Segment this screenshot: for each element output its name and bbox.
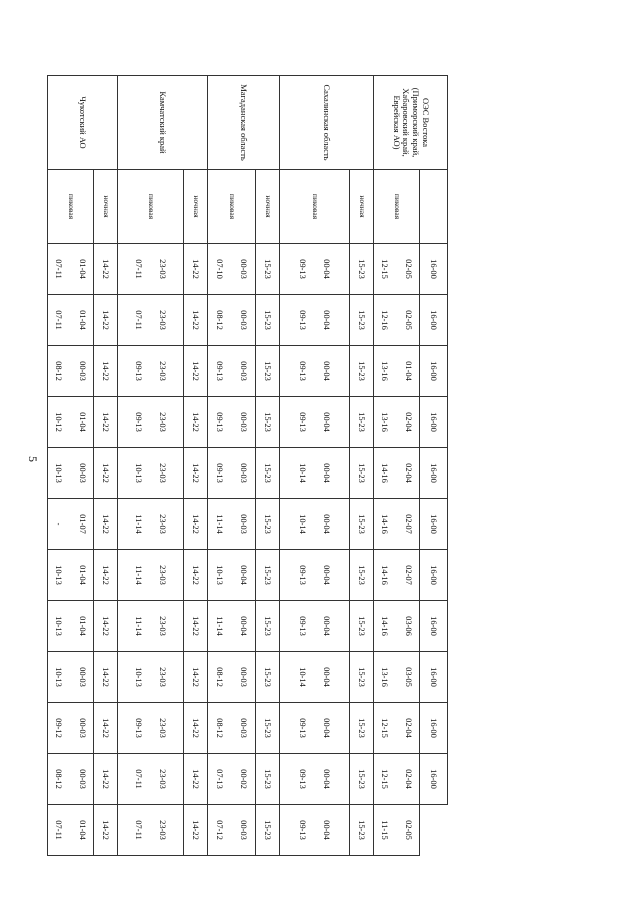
hours-cell bbox=[48, 754, 94, 805]
hours-cell bbox=[48, 448, 94, 499]
hours-cell bbox=[118, 550, 184, 601]
hours-interval: 23-03 bbox=[158, 718, 169, 738]
hours-interval: 07-11 bbox=[134, 769, 145, 789]
hours-cell bbox=[374, 754, 420, 805]
hours-cell bbox=[208, 652, 256, 703]
hours-interval: 00-04 bbox=[322, 259, 333, 279]
hours-interval: 00-03 bbox=[239, 361, 250, 381]
hours-cell: 15-23 bbox=[256, 244, 280, 295]
zone-cell: ночная bbox=[256, 170, 280, 244]
hours-interval: 07-10 bbox=[215, 259, 226, 279]
hours-interval: 00-04 bbox=[239, 565, 250, 585]
hours-cell bbox=[280, 703, 350, 754]
hours-interval: 09-13 bbox=[215, 361, 226, 381]
hours-interval: 14-16 bbox=[380, 565, 391, 585]
hours-interval: 09-13 bbox=[298, 718, 309, 738]
table-row bbox=[280, 76, 350, 856]
hours-cell: 16-00 bbox=[420, 499, 448, 550]
hours-cell bbox=[48, 703, 94, 754]
hours-interval: 07-11 bbox=[134, 820, 145, 840]
hours-cell: 14-22 bbox=[94, 703, 118, 754]
hours-cell: 15-23 bbox=[350, 244, 374, 295]
hours-interval: 09-13 bbox=[298, 820, 309, 840]
hours-interval: 11-14 bbox=[134, 616, 145, 636]
hours-cell bbox=[208, 703, 256, 754]
hours-cell bbox=[48, 652, 94, 703]
hours-interval: 00-04 bbox=[322, 514, 333, 534]
hours-cell bbox=[374, 244, 420, 295]
hours-interval: 07-11 bbox=[54, 820, 65, 840]
hours-interval: 02-05 bbox=[404, 310, 415, 330]
hours-cell: 15-23 bbox=[256, 754, 280, 805]
hours-interval: 23-03 bbox=[158, 616, 169, 636]
hours-cell bbox=[280, 397, 350, 448]
hours-cell: 14-22 bbox=[94, 448, 118, 499]
hours-cell: 14-22 bbox=[184, 601, 208, 652]
hours-interval: 07-11 bbox=[134, 310, 145, 330]
hours-cell bbox=[118, 295, 184, 346]
table-row bbox=[256, 76, 280, 856]
hours-interval: 10-14 bbox=[298, 514, 309, 534]
hours-cell: 15-23 bbox=[256, 346, 280, 397]
hours-interval: 09-13 bbox=[134, 718, 145, 738]
hours-cell bbox=[208, 346, 256, 397]
hours-interval: 01-07 bbox=[78, 514, 89, 534]
hours-interval: 09-13 bbox=[298, 259, 309, 279]
hours-interval: 12-16 bbox=[380, 310, 391, 330]
hours-interval: 02-04 bbox=[404, 463, 415, 483]
hours-cell bbox=[374, 448, 420, 499]
hours-cell: 16-00 bbox=[420, 448, 448, 499]
hours-interval: 00-03 bbox=[239, 514, 250, 534]
hours-interval: 07-13 bbox=[215, 769, 226, 789]
hours-interval: 09-13 bbox=[134, 412, 145, 432]
hours-cell: 16-00 bbox=[420, 754, 448, 805]
region-cell: ОЭС Востока (Приморский край, Хабаровский край, Еврейская АО) bbox=[374, 76, 448, 170]
hours-interval: 02-07 bbox=[404, 514, 415, 534]
hours-cell bbox=[118, 397, 184, 448]
hours-cell bbox=[280, 244, 350, 295]
hours-interval: 09-13 bbox=[298, 616, 309, 636]
hours-cell: 14-22 bbox=[184, 346, 208, 397]
hours-interval: 12-15 bbox=[380, 769, 391, 789]
hours-cell bbox=[118, 652, 184, 703]
hours-interval: 00-03 bbox=[239, 820, 250, 840]
hours-cell bbox=[118, 754, 184, 805]
hours-interval: 12-15 bbox=[380, 259, 391, 279]
hours-cell: 15-23 bbox=[350, 346, 374, 397]
hours-interval: 14-16 bbox=[380, 616, 391, 636]
table-row bbox=[208, 76, 256, 856]
hours-cell bbox=[48, 805, 94, 856]
hours-interval: 00-03 bbox=[78, 718, 89, 738]
hours-cell: 15-23 bbox=[256, 652, 280, 703]
hours-cell: 15-23 bbox=[256, 703, 280, 754]
region-cell: Сахалинская область bbox=[280, 76, 374, 170]
hours-interval: 07-11 bbox=[134, 259, 145, 279]
table-row bbox=[350, 76, 374, 856]
hours-interval: 00-04 bbox=[322, 769, 333, 789]
hours-interval: 01-04 bbox=[78, 310, 89, 330]
hours-cell: 15-23 bbox=[256, 448, 280, 499]
hours-cell: 14-22 bbox=[184, 448, 208, 499]
hours-interval: 23-03 bbox=[158, 514, 169, 534]
hours-interval: 00-04 bbox=[322, 412, 333, 432]
hours-interval: 08-12 bbox=[215, 310, 226, 330]
hours-cell bbox=[208, 499, 256, 550]
hours-interval: 09-13 bbox=[298, 565, 309, 585]
hours-cell: 16-00 bbox=[420, 550, 448, 601]
hours-cell: 16-00 bbox=[420, 295, 448, 346]
hours-interval: 01-04 bbox=[78, 820, 89, 840]
hours-cell: 15-23 bbox=[350, 703, 374, 754]
hours-cell: 15-23 bbox=[256, 550, 280, 601]
hours-interval: 00-03 bbox=[239, 259, 250, 279]
hours-interval: 02-05 bbox=[404, 259, 415, 279]
hours-cell: 15-23 bbox=[350, 805, 374, 856]
hours-cell: 15-23 bbox=[256, 397, 280, 448]
region-cell: Чукотский АО bbox=[48, 76, 118, 170]
hours-interval: 09-13 bbox=[298, 361, 309, 381]
hours-cell: 14-22 bbox=[94, 652, 118, 703]
hours-interval: 00-04 bbox=[239, 616, 250, 636]
hours-cell bbox=[208, 448, 256, 499]
zone-cell: пиковая bbox=[208, 170, 256, 244]
hours-cell: 14-22 bbox=[184, 652, 208, 703]
hours-interval: 00-03 bbox=[239, 667, 250, 687]
hours-interval: 13-16 bbox=[380, 361, 391, 381]
hours-interval: 00-03 bbox=[78, 361, 89, 381]
hours-cell: 15-23 bbox=[350, 601, 374, 652]
hours-interval: 09-13 bbox=[215, 463, 226, 483]
table-row bbox=[48, 76, 94, 856]
hours-cell bbox=[280, 550, 350, 601]
hours-cell bbox=[118, 244, 184, 295]
zone-cell: ночная bbox=[94, 170, 118, 244]
hours-interval: 00-04 bbox=[322, 463, 333, 483]
hours-interval: 11-15 bbox=[380, 820, 391, 840]
hours-interval: 11-14 bbox=[215, 616, 226, 636]
hours-interval: 00-03 bbox=[239, 412, 250, 432]
hours-cell bbox=[48, 346, 94, 397]
hours-interval: 23-03 bbox=[158, 463, 169, 483]
hours-cell: 14-22 bbox=[94, 805, 118, 856]
zone-cell bbox=[420, 170, 448, 244]
table-row bbox=[374, 76, 420, 856]
hours-interval: 07-12 bbox=[215, 820, 226, 840]
hours-interval: 00-04 bbox=[322, 820, 333, 840]
hours-cell bbox=[48, 295, 94, 346]
table-body bbox=[48, 76, 448, 856]
hours-cell: 14-22 bbox=[184, 244, 208, 295]
hours-cell: 14-22 bbox=[184, 499, 208, 550]
hours-interval: 02-04 bbox=[404, 769, 415, 789]
hours-interval: 13-16 bbox=[380, 412, 391, 432]
hours-interval: 00-04 bbox=[322, 616, 333, 636]
hours-cell: 15-23 bbox=[350, 499, 374, 550]
hours-cell: 15-23 bbox=[256, 295, 280, 346]
hours-interval: 11-14 bbox=[134, 565, 145, 585]
hours-cell bbox=[208, 244, 256, 295]
hours-cell bbox=[280, 805, 350, 856]
hours-interval: 14-16 bbox=[380, 463, 391, 483]
hours-cell: 14-22 bbox=[94, 499, 118, 550]
hours-cell bbox=[208, 805, 256, 856]
hours-interval: 13-16 bbox=[380, 667, 391, 687]
hours-interval: 09-13 bbox=[134, 361, 145, 381]
hours-cell bbox=[374, 601, 420, 652]
hours-cell bbox=[374, 499, 420, 550]
hours-interval: 07-11 bbox=[54, 259, 65, 279]
hours-cell: 14-22 bbox=[94, 397, 118, 448]
hours-cell: 16-00 bbox=[420, 652, 448, 703]
hours-cell bbox=[48, 397, 94, 448]
hours-cell bbox=[118, 703, 184, 754]
hours-interval: 03-05 bbox=[404, 667, 415, 687]
hours-cell bbox=[280, 754, 350, 805]
hours-cell: 16-00 bbox=[420, 703, 448, 754]
hours-cell: 16-00 bbox=[420, 346, 448, 397]
hours-cell: 14-22 bbox=[94, 244, 118, 295]
hours-interval: 00-04 bbox=[322, 565, 333, 585]
hours-interval: 01-04 bbox=[404, 361, 415, 381]
hours-interval: 00-04 bbox=[322, 667, 333, 687]
hours-interval: 11-14 bbox=[215, 514, 226, 534]
hours-cell bbox=[118, 601, 184, 652]
table-row bbox=[118, 76, 184, 856]
hours-interval: 00-04 bbox=[322, 361, 333, 381]
hours-cell: 15-23 bbox=[350, 754, 374, 805]
hours-cell bbox=[118, 499, 184, 550]
hours-interval: 01-04 bbox=[78, 259, 89, 279]
hours-interval: 09-13 bbox=[298, 769, 309, 789]
hours-cell: 14-22 bbox=[184, 295, 208, 346]
hours-cell: 15-23 bbox=[350, 448, 374, 499]
hours-cell bbox=[374, 397, 420, 448]
hours-interval: 08-12 bbox=[54, 361, 65, 381]
hours-cell bbox=[280, 295, 350, 346]
hours-cell bbox=[48, 601, 94, 652]
hours-cell: 15-23 bbox=[350, 652, 374, 703]
hours-cell: 15-23 bbox=[256, 601, 280, 652]
zone-cell: ночная bbox=[350, 170, 374, 244]
hours-interval: 10-14 bbox=[298, 463, 309, 483]
hours-interval: 10-13 bbox=[54, 565, 65, 585]
hours-cell: 14-22 bbox=[184, 805, 208, 856]
hours-interval: 23-03 bbox=[158, 361, 169, 381]
hours-interval: 07-11 bbox=[54, 310, 65, 330]
hours-interval: 23-03 bbox=[158, 565, 169, 585]
hours-interval: 00-03 bbox=[239, 718, 250, 738]
hours-interval: 10-13 bbox=[134, 667, 145, 687]
hours-cell: 15-23 bbox=[256, 805, 280, 856]
hours-interval: 08-12 bbox=[54, 769, 65, 789]
hours-cell bbox=[48, 244, 94, 295]
hours-interval: 00-02 bbox=[239, 769, 250, 789]
rotated-table-container bbox=[54, 75, 448, 855]
hours-cell bbox=[208, 601, 256, 652]
region-cell: Камчатский край bbox=[118, 76, 208, 170]
hours-cell: 16-00 bbox=[420, 601, 448, 652]
zone-cell: пиковая bbox=[374, 170, 420, 244]
hours-interval: 10-13 bbox=[54, 616, 65, 636]
hours-interval: 00-03 bbox=[78, 769, 89, 789]
hours-cell: 15-23 bbox=[350, 295, 374, 346]
hours-cell bbox=[374, 550, 420, 601]
hours-interval: 00-03 bbox=[78, 463, 89, 483]
hours-cell: 15-23 bbox=[350, 397, 374, 448]
hours-interval: 10-14 bbox=[298, 667, 309, 687]
hours-interval: 23-03 bbox=[158, 667, 169, 687]
hours-cell bbox=[374, 652, 420, 703]
hours-cell: 14-22 bbox=[184, 550, 208, 601]
hours-cell: 14-22 bbox=[94, 754, 118, 805]
hours-cell bbox=[374, 295, 420, 346]
hours-cell bbox=[118, 346, 184, 397]
hours-interval: 02-05 bbox=[404, 820, 415, 840]
hours-interval: 12-15 bbox=[380, 718, 391, 738]
table-row bbox=[184, 76, 208, 856]
hours-interval: 10-13 bbox=[54, 463, 65, 483]
hours-interval: 23-03 bbox=[158, 412, 169, 432]
hours-cell: 14-22 bbox=[94, 601, 118, 652]
hours-interval: 00-04 bbox=[322, 718, 333, 738]
hours-cell: 14-22 bbox=[94, 346, 118, 397]
zone-cell: пиковая bbox=[48, 170, 94, 244]
hours-cell bbox=[280, 499, 350, 550]
hours-cell bbox=[208, 754, 256, 805]
hours-cell bbox=[208, 397, 256, 448]
hours-interval: 11-14 bbox=[134, 514, 145, 534]
table-row bbox=[94, 76, 118, 856]
hours-interval: 02-04 bbox=[404, 718, 415, 738]
hours-interval: 01-04 bbox=[78, 412, 89, 432]
hours-interval: 02-04 bbox=[404, 412, 415, 432]
hours-cell bbox=[374, 346, 420, 397]
hours-cell: 14-22 bbox=[94, 295, 118, 346]
hours-interval: 08-12 bbox=[215, 718, 226, 738]
hours-interval: 00-03 bbox=[239, 310, 250, 330]
hours-interval: 10-13 bbox=[54, 667, 65, 687]
hours-cell: 14-22 bbox=[184, 754, 208, 805]
page-number: 5 bbox=[26, 456, 40, 462]
hours-interval: 01-04 bbox=[78, 565, 89, 585]
hours-interval: 09-13 bbox=[298, 412, 309, 432]
hours-cell bbox=[280, 346, 350, 397]
hours-interval: 09-12 bbox=[54, 718, 65, 738]
hours-interval: 02-07 bbox=[404, 565, 415, 585]
hours-cell bbox=[280, 652, 350, 703]
hours-interval: 01-04 bbox=[78, 616, 89, 636]
hours-interval: 14-16 bbox=[380, 514, 391, 534]
hours-interval: 10-13 bbox=[215, 565, 226, 585]
hours-cell: 14-22 bbox=[184, 397, 208, 448]
hours-interval: 09-13 bbox=[215, 412, 226, 432]
hours-interval: 10-13 bbox=[134, 463, 145, 483]
hours-interval: 09-13 bbox=[298, 310, 309, 330]
hours-cell bbox=[208, 550, 256, 601]
hours-cell: 15-23 bbox=[350, 550, 374, 601]
hours-interval: 03-06 bbox=[404, 616, 415, 636]
hours-cell: 16-00 bbox=[420, 397, 448, 448]
hours-cell: 14-22 bbox=[184, 703, 208, 754]
region-cell: Магаданская область bbox=[208, 76, 280, 170]
hours-cell bbox=[48, 550, 94, 601]
hours-interval: 23-03 bbox=[158, 820, 169, 840]
zone-cell: ночная bbox=[184, 170, 208, 244]
hours-interval: 08-12 bbox=[215, 667, 226, 687]
hours-interval: 23-03 bbox=[158, 310, 169, 330]
hours-interval: 23-03 bbox=[158, 769, 169, 789]
hours-cell bbox=[280, 601, 350, 652]
hours-cell: 14-22 bbox=[94, 550, 118, 601]
hours-cell bbox=[374, 703, 420, 754]
tariff-time-zones-table bbox=[47, 75, 448, 856]
hours-interval: - bbox=[54, 522, 65, 526]
hours-cell bbox=[208, 295, 256, 346]
hours-cell bbox=[374, 805, 420, 856]
hours-interval: 00-03 bbox=[78, 667, 89, 687]
hours-cell: 16-00 bbox=[420, 244, 448, 295]
hours-cell bbox=[118, 448, 184, 499]
zone-cell: пиковая bbox=[118, 170, 184, 244]
hours-cell: 15-23 bbox=[256, 499, 280, 550]
hours-cell bbox=[280, 448, 350, 499]
hours-interval: 00-04 bbox=[322, 310, 333, 330]
hours-interval: 10-12 bbox=[54, 412, 65, 432]
hours-cell bbox=[118, 805, 184, 856]
hours-interval: 23-03 bbox=[158, 259, 169, 279]
hours-cell bbox=[48, 499, 94, 550]
zone-cell: пиковая bbox=[280, 170, 350, 244]
hours-interval: 00-03 bbox=[239, 463, 250, 483]
table-row bbox=[420, 76, 448, 856]
